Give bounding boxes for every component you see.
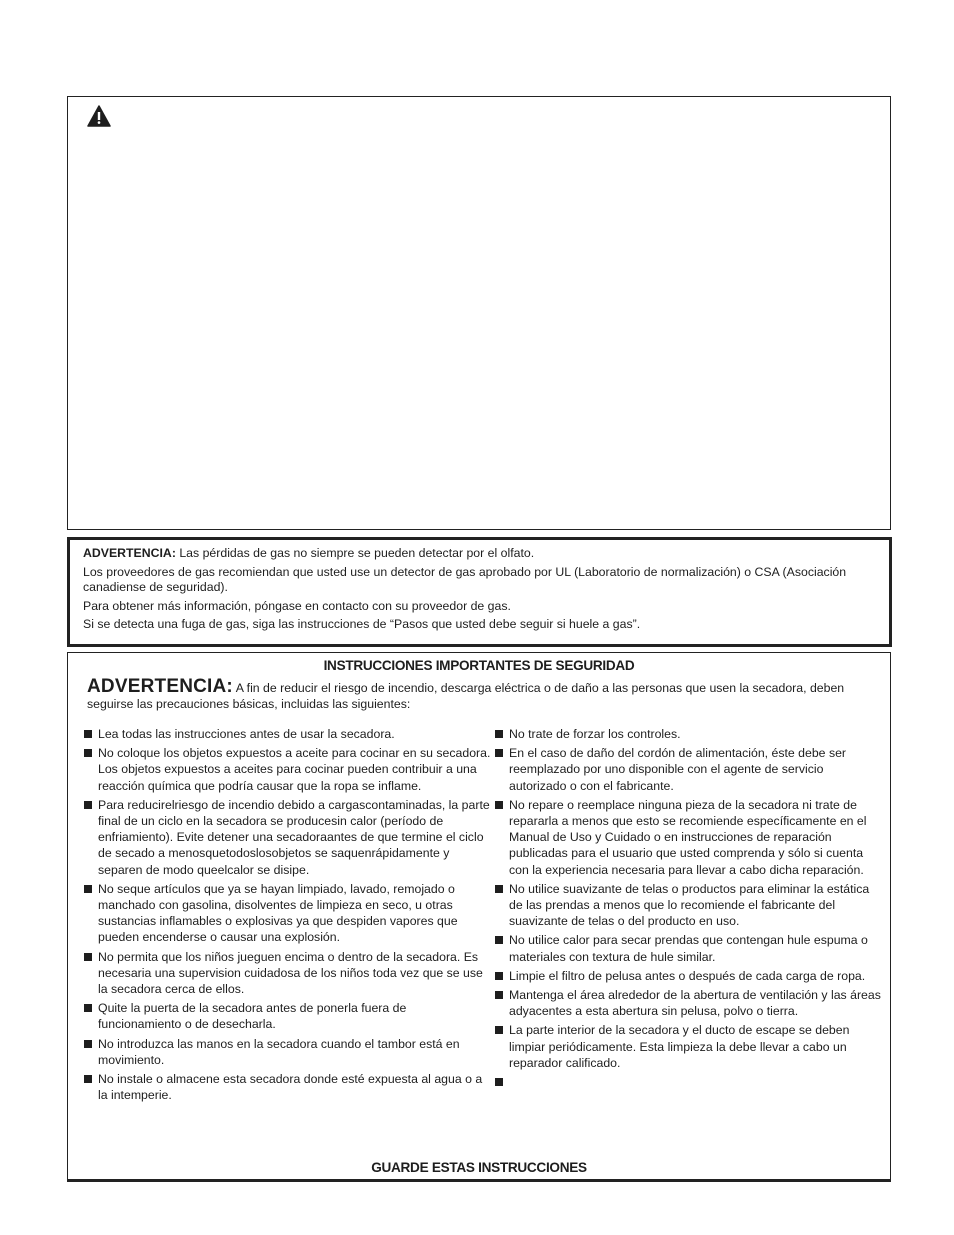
- gas-notice-line-3: Para obtener más información, póngase en contacto con su proveedor de gas.: [83, 598, 511, 613]
- square-bullet-icon: [495, 749, 503, 757]
- safety-heading: INSTRUCCIONES IMPORTANTES DE SEGURIDAD: [323, 658, 635, 673]
- list-item-text: Lea todas las instrucciones antes de usar la secadora.: [98, 727, 395, 741]
- list-item-text: Quite la puerta de la secadora antes de ponerla fuera de funcionamiento o de desecharla.: [98, 1001, 407, 1032]
- list-item-text: No coloque los objetos expuestos a aceite para cocinar en su secadora. Los objetos expuestos a aceites para cocinar pueden contribuir a una reacción química que podría causar que la ropa se inflame.: [98, 746, 491, 793]
- list-item-text: No utilice calor para secar prendas que contengan hule espuma o materiales con textura de hule similar.: [509, 933, 868, 964]
- list-item-text: Para reducirelriesgo de incendio debido a cargascontaminadas, la parte final de un ciclo en la secadora se producesin calor (período de enfriamiento). Evite detener una secadoraantes de que termine el ciclo de secado a menosquetodoslosobjetos se saquenrápidamente y separen de modo queelcalor se disipe.: [98, 797, 490, 877]
- list-item: [493, 968, 883, 984]
- square-bullet-icon: [84, 730, 92, 738]
- list-item: [82, 1071, 492, 1103]
- square-bullet-icon: [84, 1040, 92, 1048]
- safety-instructions-box: [67, 652, 891, 1182]
- list-item-text: La parte interior de la secadora y el ducto de escape se deben limpiar periódicamente. Esta limpieza la debe llevar a cabo un reparador calificado.: [509, 1023, 850, 1070]
- square-bullet-icon: [495, 1026, 503, 1034]
- square-bullet-icon: [84, 1004, 92, 1012]
- gas-notice-line-2: Los proveedores de gas recomiendan que usted use un detector de gas aprobado por UL (Laboratorio de normalización) o CSA (Asociación canadiense de seguridad).: [83, 564, 847, 594]
- list-item: [82, 949, 492, 998]
- square-bullet-icon: [495, 801, 503, 809]
- list-item: [82, 881, 492, 946]
- square-bullet-icon: [84, 749, 92, 757]
- list-item: [82, 797, 492, 878]
- list-item: [493, 1022, 883, 1071]
- danger-warning-box: [67, 96, 891, 530]
- right-instruction-list: [493, 726, 883, 1093]
- list-item-text: No introduzca las manos en la secadora cuando el tambor está en movimiento.: [98, 1036, 460, 1067]
- save-instructions-footer: GUARDE ESTAS INSTRUCCIONES: [371, 1160, 587, 1175]
- square-bullet-icon: [495, 991, 503, 999]
- safety-intro: [87, 676, 847, 712]
- list-item-text: Limpie el filtro de pelusa antes o después de cada carga de ropa.: [509, 968, 866, 983]
- list-item: [82, 1000, 492, 1032]
- square-bullet-icon: [495, 730, 503, 738]
- square-bullet-icon: [84, 1075, 92, 1083]
- warning-triangle-icon: [87, 105, 111, 127]
- list-item: [493, 987, 883, 1019]
- list-item: [493, 726, 883, 742]
- left-instruction-list: [82, 726, 492, 1106]
- gas-notice-line-4: Si se detecta una fuga de gas, siga las instrucciones de “Pasos que usted debe seguir si huele a gas”.: [83, 617, 641, 631]
- list-item: [493, 881, 883, 930]
- list-item: [82, 726, 492, 742]
- gas-warning-notice: [67, 537, 892, 647]
- intro-warning-label: ADVERTENCIA:: [87, 676, 233, 697]
- square-bullet-icon: [84, 885, 92, 893]
- list-item-text: No utilice suavizante de telas o productos para eliminar la estática de las prendas a menos que lo recomiende el fabricante del suavizante de telas o del producto en uso.: [509, 881, 870, 929]
- list-item: [493, 797, 883, 878]
- square-bullet-icon: [84, 801, 92, 809]
- list-item-text: En el caso de daño del cordón de alimentación, éste debe ser reemplazado por uno disponible con el agente de servicio autorizado o con el fabricante.: [509, 746, 847, 793]
- list-item: [82, 1036, 492, 1068]
- square-bullet-icon: [495, 936, 503, 944]
- gas-notice-line-1: ADVERTENCIA: Las pérdidas de gas no siempre se pueden detectar por el olfato.: [83, 546, 535, 560]
- list-item: [493, 1074, 883, 1090]
- list-item-text: No trate de forzar los controles.: [509, 727, 681, 741]
- list-item-text: No seque artículos que ya se hayan limpiado, lavado, remojado o manchado con gasolina, disolventes de limpieza en seco, u otras sustancias inflamables o explosivas ya que despiden vapores que pueden encenderse o causar una explosión.: [98, 881, 458, 945]
- intro-text: A fin de reducir el riesgo de incendio, descarga eléctrica o de daño a las personas que usen la secadora, deben seguirse las precauciones básicas, incluidas las siguientes:: [87, 681, 845, 711]
- list-item-text: No permita que los niños jueguen encima o dentro de la secadora. Es necesaria una supervision cuidadosa de los niños toda vez que se use la secadora cerca de ellos.: [98, 949, 483, 997]
- square-bullet-icon: [495, 1078, 503, 1086]
- list-item: [493, 932, 883, 964]
- square-bullet-icon: [84, 953, 92, 961]
- square-bullet-icon: [495, 885, 503, 893]
- list-item-text: No instale o almacene esta secadora donde esté expuesta al agua o a la intemperie.: [98, 1072, 483, 1103]
- warning-label: ADVERTENCIA:: [83, 546, 176, 560]
- list-item-text: No repare o reemplace ninguna pieza de la secadora ni trate de repararla a menos que esto se recomiende específicamente en el Manual de Uso y Cuidado o en instrucciones de reparación publicadas para el usuario que usted comprenda y sólo si cuenta con la experiencia necesaria para llevar a cabo dicha reparación.: [509, 797, 867, 877]
- list-item: [82, 745, 492, 794]
- square-bullet-icon: [495, 972, 503, 980]
- list-item: [493, 745, 883, 794]
- list-item-text: Mantenga el área alrededor de la abertura de ventilación y las áreas adyacentes a esta abertura sin pelusa, polvo o tierra.: [509, 988, 881, 1019]
